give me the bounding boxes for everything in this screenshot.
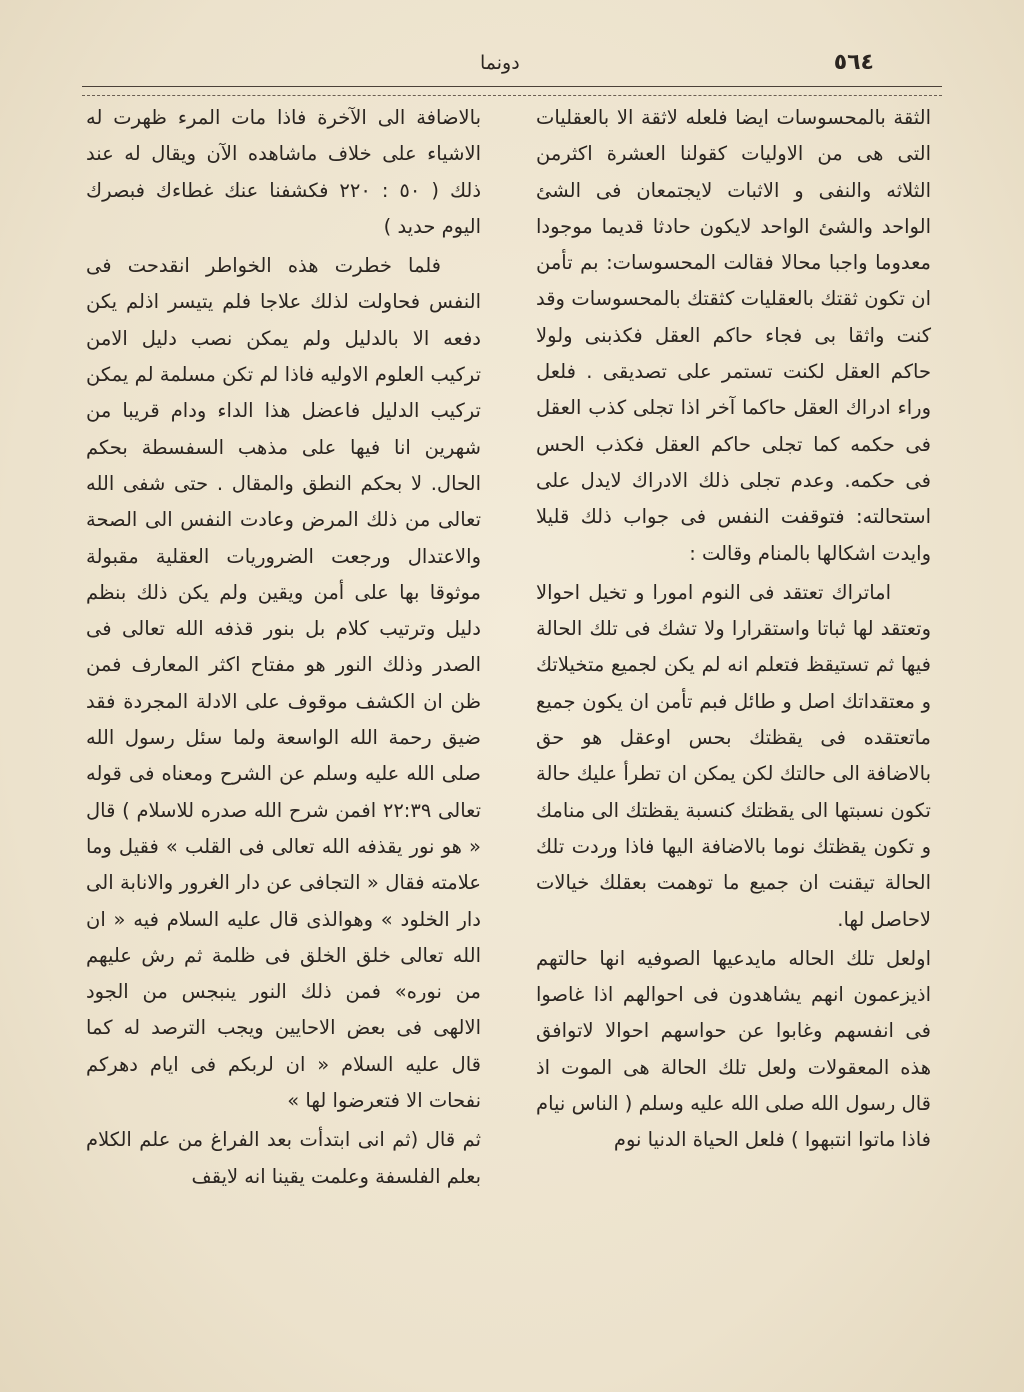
running-title: دونما xyxy=(480,52,520,74)
page-number: ٥٦٤ xyxy=(833,50,874,75)
page-header xyxy=(90,50,934,90)
header-rule xyxy=(82,86,942,96)
paragraph: ثم قال (ثم انى ابتدأت بعد الفراغ من علم الكلام بعلم الفلسفة وعلمت يقينا انه لايقف xyxy=(86,1128,481,1188)
left-column xyxy=(86,100,481,1195)
right-column xyxy=(536,100,931,1159)
paragraph: اولعل تلك الحاله مايدعيها الصوفيه انها حالتهم اذيزعمون انهم يشاهدون فى احوالهم اذا غاصوا فى انفسهم وغابوا عن حواسهم احوالا لاتوافق هذه المعقولات ولعل تلك الحالة هى الموت اذ قال رسول الله صلى الله عليه وسلم ( الناس نيام فاذا ماتوا انتبهوا ) فلعل الحياة الدنيا نوم xyxy=(536,946,931,1152)
paragraph: بالاضافة الى الآخرة فاذا مات المرء ظهرت له الاشياء على خلاف ماشاهده الآن ويقال له عند ذلك ( ٥٠ : ٢٢٠ فكشفنا عنك غطاءك فبصرك اليوم حديد ) xyxy=(86,106,482,238)
paragraph: الثقة بالمحسوسات ايضا فلعله لاثقة الا بالعقليات التى هى من الاوليات كقولنا العشرة اكثرمن الثلاثه والنفى و الاثبات لايجتمعان فى الشئ الواحد والشئ الواحد لايكون حادثا قديما موجودا معدوما واجبا محالا فقالت المحسوسات: بم تأمن ان تكون ثقتك بالعقليات كثقتك بالمحسوسات وقد كنت واثقا بى فجاء حاكم العقل فكذبنى ولولا حاكم العقل لكنت تستمر على تصديقى . فلعل وراء ادراك العقل حاكما آخر اذا تجلى كذب العقل فى حكمه كما تجلى حاكم العقل فكذب الحس فى حكمه. وعدم تجلى ذلك الادراك لايدل على استحالته: فتوقفت النفس فى جواب ذلك قليلا وايدت اشكالها بالمنام وقالت : xyxy=(536,106,931,565)
paragraph: اماتراك تعتقد فى النوم امورا و تخيل احوالا وتعتقد لها ثباتا واستقرارا ولا تشك فى تلك الحالة فيها ثم تستيقظ فتعلم انه لم يكن لجميع متخيلاتك و معتقداتك اصل و طائل فبم تأمن ان يكون جميع ماتعتقده فى يقظتك بحس اوعقل هو حق بالاضافة الى حالتك لكن يمكن ان تطرأ عليك حالة تكون نسبتها الى يقظتك كنسبة يقظتك الى منامك و تكون يقظتك نوما بالاضافة اليها فاذا وردت تلك الحالة تيقنت ان جميع ما توهمت بعقلك خيالات لاحاصل لها. xyxy=(536,580,931,931)
paragraph: فلما خطرت هذه الخواطر انقدحت فى النفس فحاولت لذلك علاجا فلم يتيسر اذلم يكن دفعه الا بالدليل ولم يمكن نصب دليل الامن تركيب العلوم الاوليه فاذا لم تكن مسلمة لم يمكن تركيب الدليل فاعضل هذا الداء ودام قريبا من شهرين انا فيها على مذهب السفسطة بحكم الحال. لا بحكم النطق والمقال . حتى شفى الله تعالى من ذلك المرض وعادت النفس الى الصحة والاعتدال ورجعت الضروريات العقلية مقبولة موثوقا بها على أمن ويقين ولم يكن ذلك بنظم دليل وترتيب كلام بل بنور قذفه الله تعالى فى الصدر وذلك النور هو مفتاح اكثر المعارف فمن ظن ان الكشف موقوف على الادلة المجردة فقد ضيق رحمة الله الواسعة ولما سئل رسول الله صلى الله عليه وسلم عن الشرح ومعناه فى قوله تعالى ٢٢:٣٩ افمن شرح الله صدره للاسلام ) قال « هو نور يقذفه الله تعالى فى القلب » فقيل وما علامته فقال « التجافى عن دار الغرور والانابة الى دار الخلود » وهوالذى قال عليه السلام فيه « ان الله تعالى خلق الخلق فى ظلمة ثم رش عليهم من نوره» فمن ذلك النور ينبجس من الجود الالهى فى بعض الاحايين ويجب الترصد له كما قال عليه السلام « ان لربكم فى ايام دهركم نفحات الا فتعرضوا لها » xyxy=(86,254,482,1113)
